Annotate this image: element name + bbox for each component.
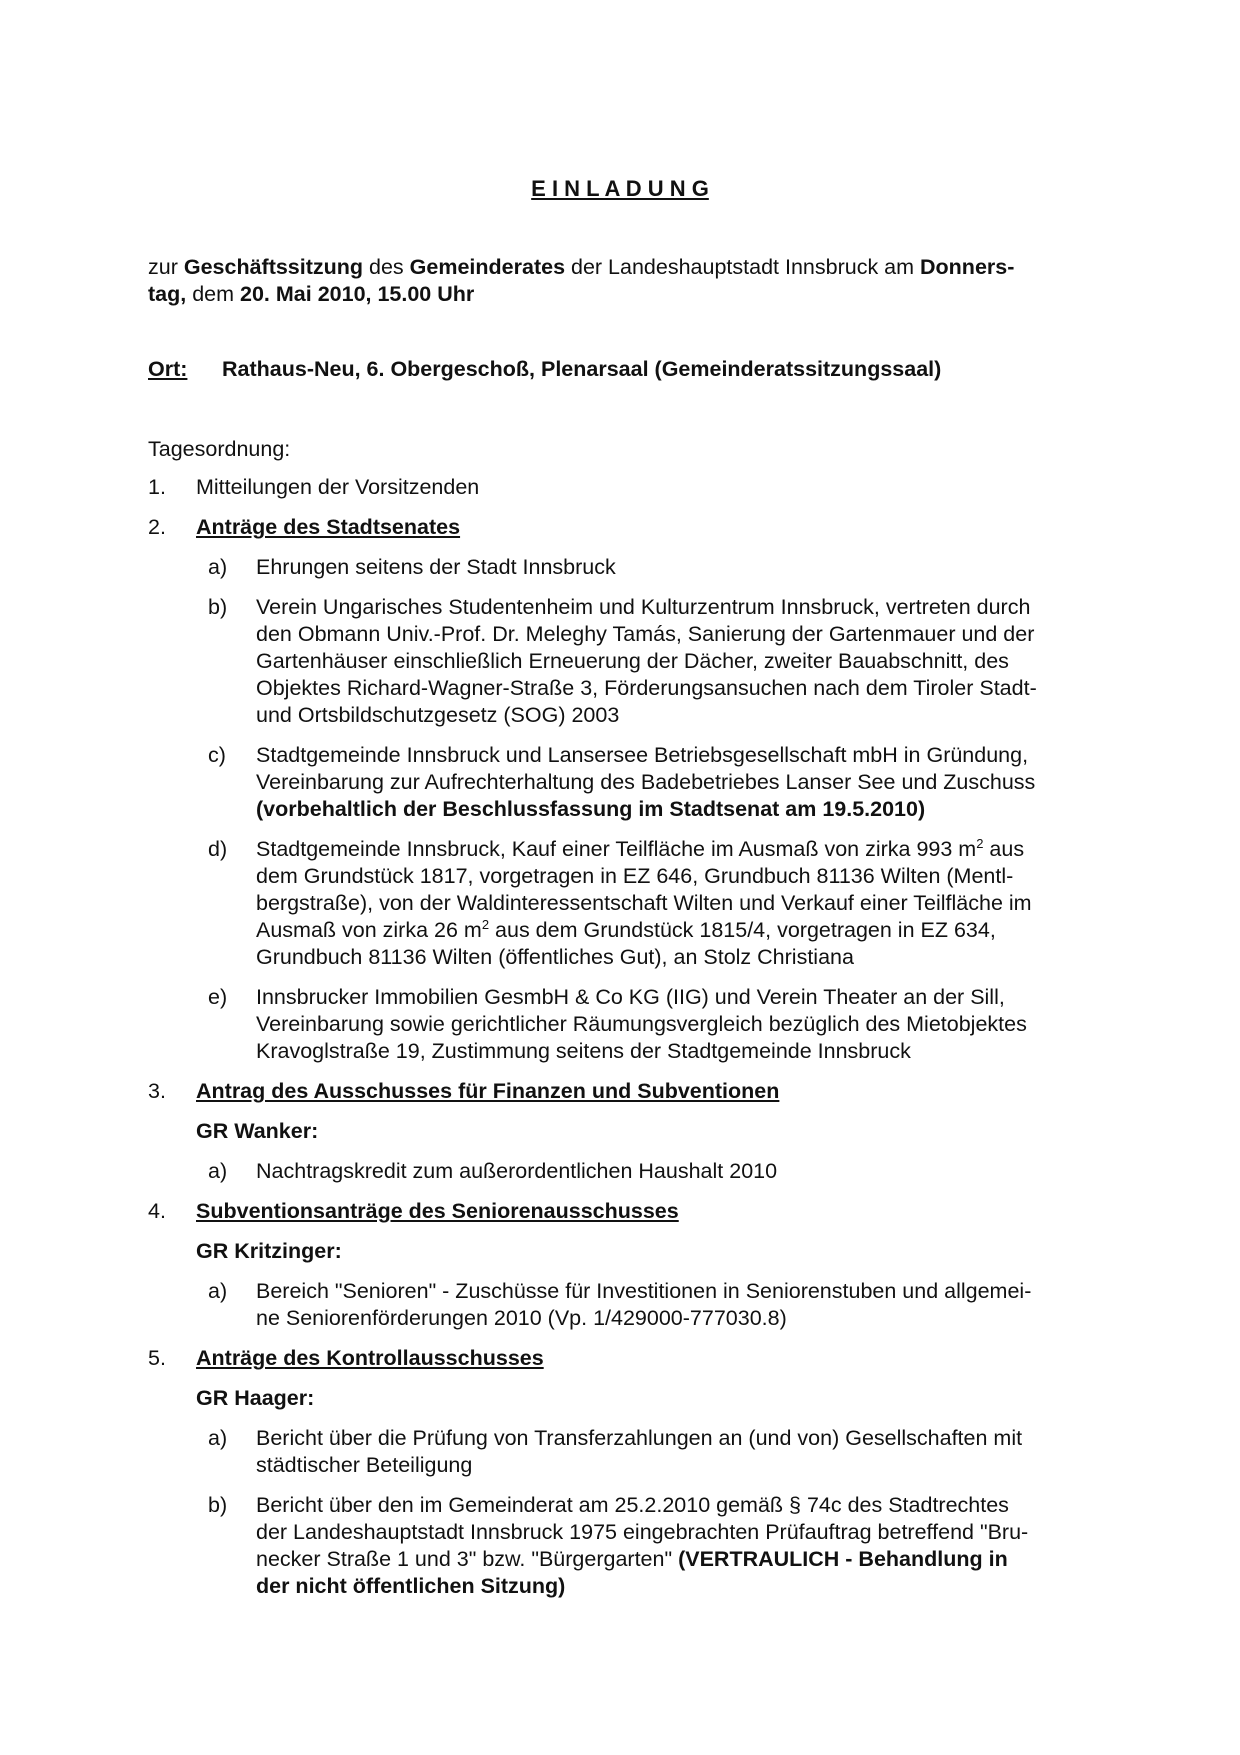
subitem-text: der Landeshauptstadt Innsbruck 1975 eingebrachten Prüfauftrag betreffend "Bru- [256, 1520, 1029, 1544]
subitem-text: Vereinbarung zur Aufrechterhaltung des Badebetriebes Lanser See und Zuschuss [256, 770, 1036, 794]
agenda-item-title: Mitteilungen der Vorsitzenden [196, 475, 480, 499]
subitem-text: Bereich "Senioren" - Zuschüsse für Investitionen in Seniorenstuben und allgemei- [256, 1279, 1032, 1303]
subitem-text: Nachtragskredit zum außerordentlichen Haushalt 2010 [256, 1159, 778, 1183]
subitem-letter: c) [208, 743, 226, 767]
intro-line-1 [148, 254, 1088, 281]
agenda-item-number: 2. [148, 515, 166, 539]
session-type: Geschäftssitzung [183, 255, 364, 279]
subitem-text: Kravoglstraße 19, Zustimmung seitens der Stadtgemeinde Innsbruck [256, 1039, 911, 1063]
agenda-item-number: 1. [148, 475, 166, 499]
subitem-text: Gartenhäuser einschließlich Erneuerung der Dächer, zweiter Bauabschnitt, des [256, 649, 1009, 673]
intro-text: des [363, 255, 410, 279]
agenda-item-number: 5. [148, 1346, 166, 1370]
agenda-item-heading: Subventionsanträge des Seniorenausschusses [196, 1199, 679, 1223]
subitem-text: Grundbuch 81136 Wilten (öffentliches Gut), an Stolz Christiana [256, 945, 854, 969]
subitem-text: Objektes Richard-Wagner-Straße 3, Förderungsansuchen nach dem Tiroler Stadt- [256, 676, 1037, 700]
agenda-item-heading: Anträge des Kontrollausschusses [196, 1346, 544, 1370]
subitem-text-part: necker Straße 1 und 3" bzw. "Bürgergarten" [256, 1547, 679, 1571]
subitem-text: Bericht über die Prüfung von Transferzahlungen an (und von) Gesellschaften mit [256, 1426, 1023, 1450]
speaker-label: GR Haager: [196, 1386, 315, 1410]
weekday-part: tag, [148, 282, 187, 306]
session-date: 20. Mai 2010, 15.00 Uhr [240, 282, 475, 306]
subitem-letter: b) [208, 1493, 228, 1517]
subitem-letter: a) [208, 1279, 228, 1303]
subitem-text [256, 1546, 1116, 1573]
agenda-label: Tagesordnung: [148, 437, 291, 461]
subitem-text: städtischer Beteiligung [256, 1453, 473, 1477]
subitem-text: dem Grundstück 1817, vorgetragen in EZ 646, Grundbuch 81136 Wilten (Mentl- [256, 864, 1014, 888]
subitem-text: den Obmann Univ.-Prof. Dr. Meleghy Tamás, Sanierung der Gartenmauer und der [256, 622, 1035, 646]
superscript: 2 [481, 916, 490, 932]
agenda-item-heading: Antrag des Ausschusses für Finanzen und Subventionen [196, 1079, 780, 1103]
agenda-item-heading: Anträge des Stadtsenates [196, 515, 461, 539]
intro-text: dem [186, 282, 241, 306]
subitem-text-part: aus dem Grundstück 1815/4, vorgetragen in EZ 634, [489, 918, 996, 942]
confidential-note: (VERTRAULICH - Behandlung in [678, 1547, 1008, 1571]
location-label: Ort: [148, 357, 188, 381]
subitem-text: Stadtgemeinde Innsbruck und Lansersee Betriebsgesellschaft mbH in Gründung, [256, 743, 1029, 767]
subitem-text [256, 836, 1116, 863]
intro-text: der Landeshauptstadt Innsbruck am [565, 255, 921, 279]
council-name: Gemeinderates [409, 255, 566, 279]
subitem-text: Ehrungen seitens der Stadt Innsbruck [256, 555, 616, 579]
subitem-text: bergstraße), von der Waldinteressentschaft Wilten und Verkauf einer Teilfläche im [256, 891, 1032, 915]
confidential-note: der nicht öffentlichen Sitzung) [256, 1574, 566, 1598]
subitem-letter: a) [208, 555, 228, 579]
speaker-label: GR Kritzinger: [196, 1239, 342, 1263]
agenda-item-number: 3. [148, 1079, 166, 1103]
subitem-text: Innsbrucker Immobilien GesmbH & Co KG (IIG) und Verein Theater an der Sill, [256, 985, 1005, 1009]
subitem-text: Bericht über den im Gemeinderat am 25.2.2010 gemäß § 74c des Stadtrechtes [256, 1493, 1009, 1517]
subitem-text: ne Seniorenförderungen 2010 (Vp. 1/429000-777030.8) [256, 1306, 787, 1330]
subitem-text: und Ortsbildschutzgesetz (SOG) 2003 [256, 703, 620, 727]
location-value: Rathaus-Neu, 6. Obergeschoß, Plenarsaal (Gemeinderatssitzungssaal) [222, 357, 942, 381]
subitem-letter: e) [208, 985, 228, 1009]
subitem-text [256, 917, 1116, 944]
subitem-letter: d) [208, 837, 228, 861]
document-title: E I N L A D U N G [531, 176, 709, 201]
subitem-letter: b) [208, 595, 228, 619]
agenda-item-number: 4. [148, 1199, 166, 1223]
subitem-text-part: Stadtgemeinde Innsbruck, Kauf einer Teilfläche im Ausmaß von zirka 993 m [256, 837, 977, 861]
subitem-letter: a) [208, 1159, 228, 1183]
subitem-letter: a) [208, 1426, 228, 1450]
subitem-text: Verein Ungarisches Studentenheim und Kulturzentrum Innsbruck, vertreten durch [256, 595, 1031, 619]
intro-line-2 [148, 281, 1088, 308]
superscript: 2 [976, 835, 984, 851]
subitem-note: (vorbehaltlich der Beschlussfassung im Stadtsenat am 19.5.2010) [256, 797, 926, 821]
subitem-text: Vereinbarung sowie gerichtlicher Räumungsvergleich bezüglich des Mietobjektes [256, 1012, 1027, 1036]
speaker-label: GR Wanker: [196, 1119, 319, 1143]
intro-text: zur [148, 255, 184, 279]
subitem-text-part: aus [983, 837, 1025, 861]
weekday-part: Donners- [920, 255, 1015, 279]
subitem-text-part: Ausmaß von zirka 26 m [256, 918, 482, 942]
